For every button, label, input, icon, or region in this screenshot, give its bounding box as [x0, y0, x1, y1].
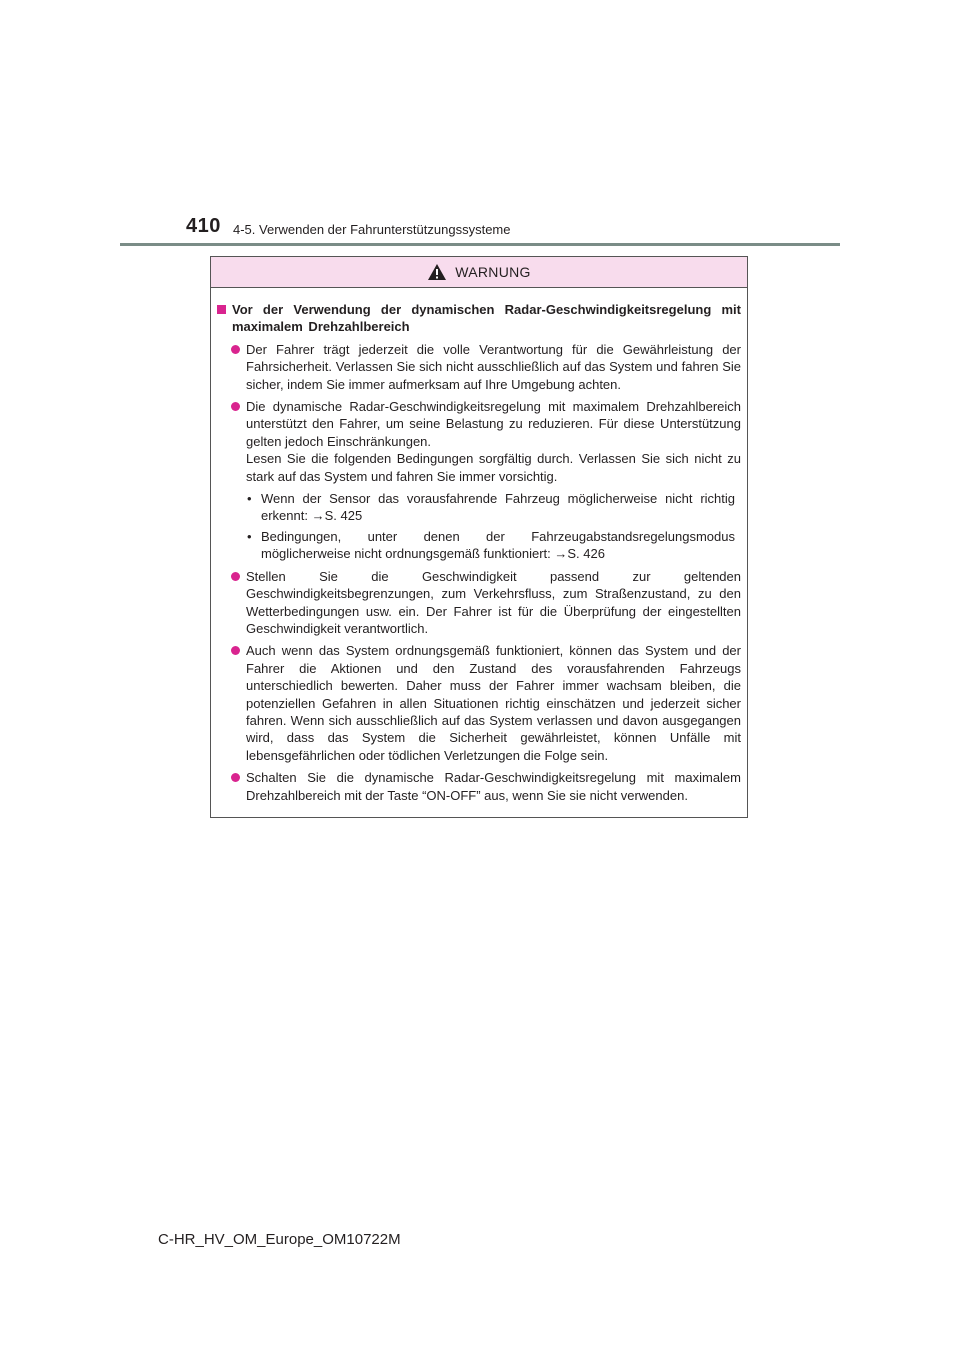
list-item	[231, 769, 741, 804]
warning-heading-text: Vor der Verwendung der dynamischen Radar-Geschwindigkeitsregelung mit maximalem Drehzahlbereich	[232, 302, 741, 335]
sub-list-item-text: Wenn der Sensor das vorausfahrende Fahrzeug möglicherweise nicht richtig erkennt: →S. 425	[261, 491, 735, 524]
list-item-text: Der Fahrer trägt jederzeit die volle Verantwortung für die Gewährleistung der Fahrsicherheit. Verlassen Sie sich nicht ausschließlich auf das System und fahren Sie sicher, indem Sie immer aufmerksam auf Ihre Umgebung achten.	[246, 341, 741, 392]
list-item-text: Schalten Sie die dynamische Radar-Geschwindigkeitsregelung mit maximalem Drehzahlbereich mit der Taste “ON-OFF” aus, wenn Sie sie nicht verwenden.	[246, 770, 741, 803]
circle-bullet-icon	[231, 773, 240, 782]
header-rule	[120, 243, 840, 246]
circle-bullet-icon	[231, 345, 240, 354]
warning-box	[210, 256, 748, 818]
section-title: 4-5. Verwenden der Fahrunterstützungssysteme	[233, 222, 511, 237]
list-item-text: Lesen Sie die folgenden Bedingungen sorgfältig durch. Verlassen Sie sich nicht zu stark auf das System und fahren Sie immer vorsichtig.	[246, 451, 741, 484]
warning-triangle-icon	[427, 263, 447, 281]
page-number: 410	[186, 215, 221, 237]
warning-heading	[217, 301, 741, 336]
list-item	[231, 568, 741, 638]
circle-bullet-icon	[231, 572, 240, 581]
sub-bullet-marker: •	[247, 528, 252, 544]
sub-bullet-marker: •	[247, 491, 252, 507]
list-item	[231, 642, 741, 764]
footer-doc-code: C-HR_HV_OM_Europe_OM10722M	[158, 1231, 401, 1248]
circle-bullet-icon	[231, 402, 240, 411]
square-bullet-icon	[217, 305, 226, 314]
sub-list-item	[247, 528, 741, 563]
sub-list-item-text: Bedingungen, unter denen der Fahrzeugabstandsregelungsmodus möglicherweise nicht ordnungsgemäß funktioniert: →S. 426	[261, 528, 735, 562]
list-item-text: Die dynamische Radar-Geschwindigkeitsregelung mit maximalem Drehzahlbereich unterstützt den Fahrer, um seine Belastung zu reduzieren. Für diese Unterstützung gelten jedoch Einschränkungen.	[246, 399, 741, 449]
list-item-text: Auch wenn das System ordnungsgemäß funktioniert, können das System und der Fahrer die Aktionen und den Zustand des vorausfahrenden Fahrzeugs unterschiedlich bewerten. Daher muss der Fahrer immer wachsam bleiben, die potenziellen Gefahren in allen Situationen richtig einschätzen und jederzeit sicher fahren. Wenn sich ausschließlich auf das System verlassen und davon ausgegangen wird, dass das System die Sicherheit gewährleistet, können Unfälle mit lebensgefährlichen oder tödlichen Verletzungen die Folge sein.	[246, 643, 741, 763]
list-item-text: Stellen Sie die Geschwindigkeit passend zur geltenden Geschwindigkeitsbegrenzungen, zum Verkehrsfluss, zum Straßenzustand, zu den Wetterbedingungen usw. ein. Der Fahrer ist für die Überprüfung der eingestellten Geschwindigkeit verantwortlich.	[246, 568, 741, 636]
list-item	[231, 398, 741, 485]
list-item	[231, 341, 741, 393]
warning-body	[211, 288, 747, 804]
sub-list-item	[247, 490, 741, 525]
circle-bullet-icon	[231, 646, 240, 655]
warning-title: WARNUNG	[455, 264, 531, 280]
warning-header	[211, 257, 747, 288]
